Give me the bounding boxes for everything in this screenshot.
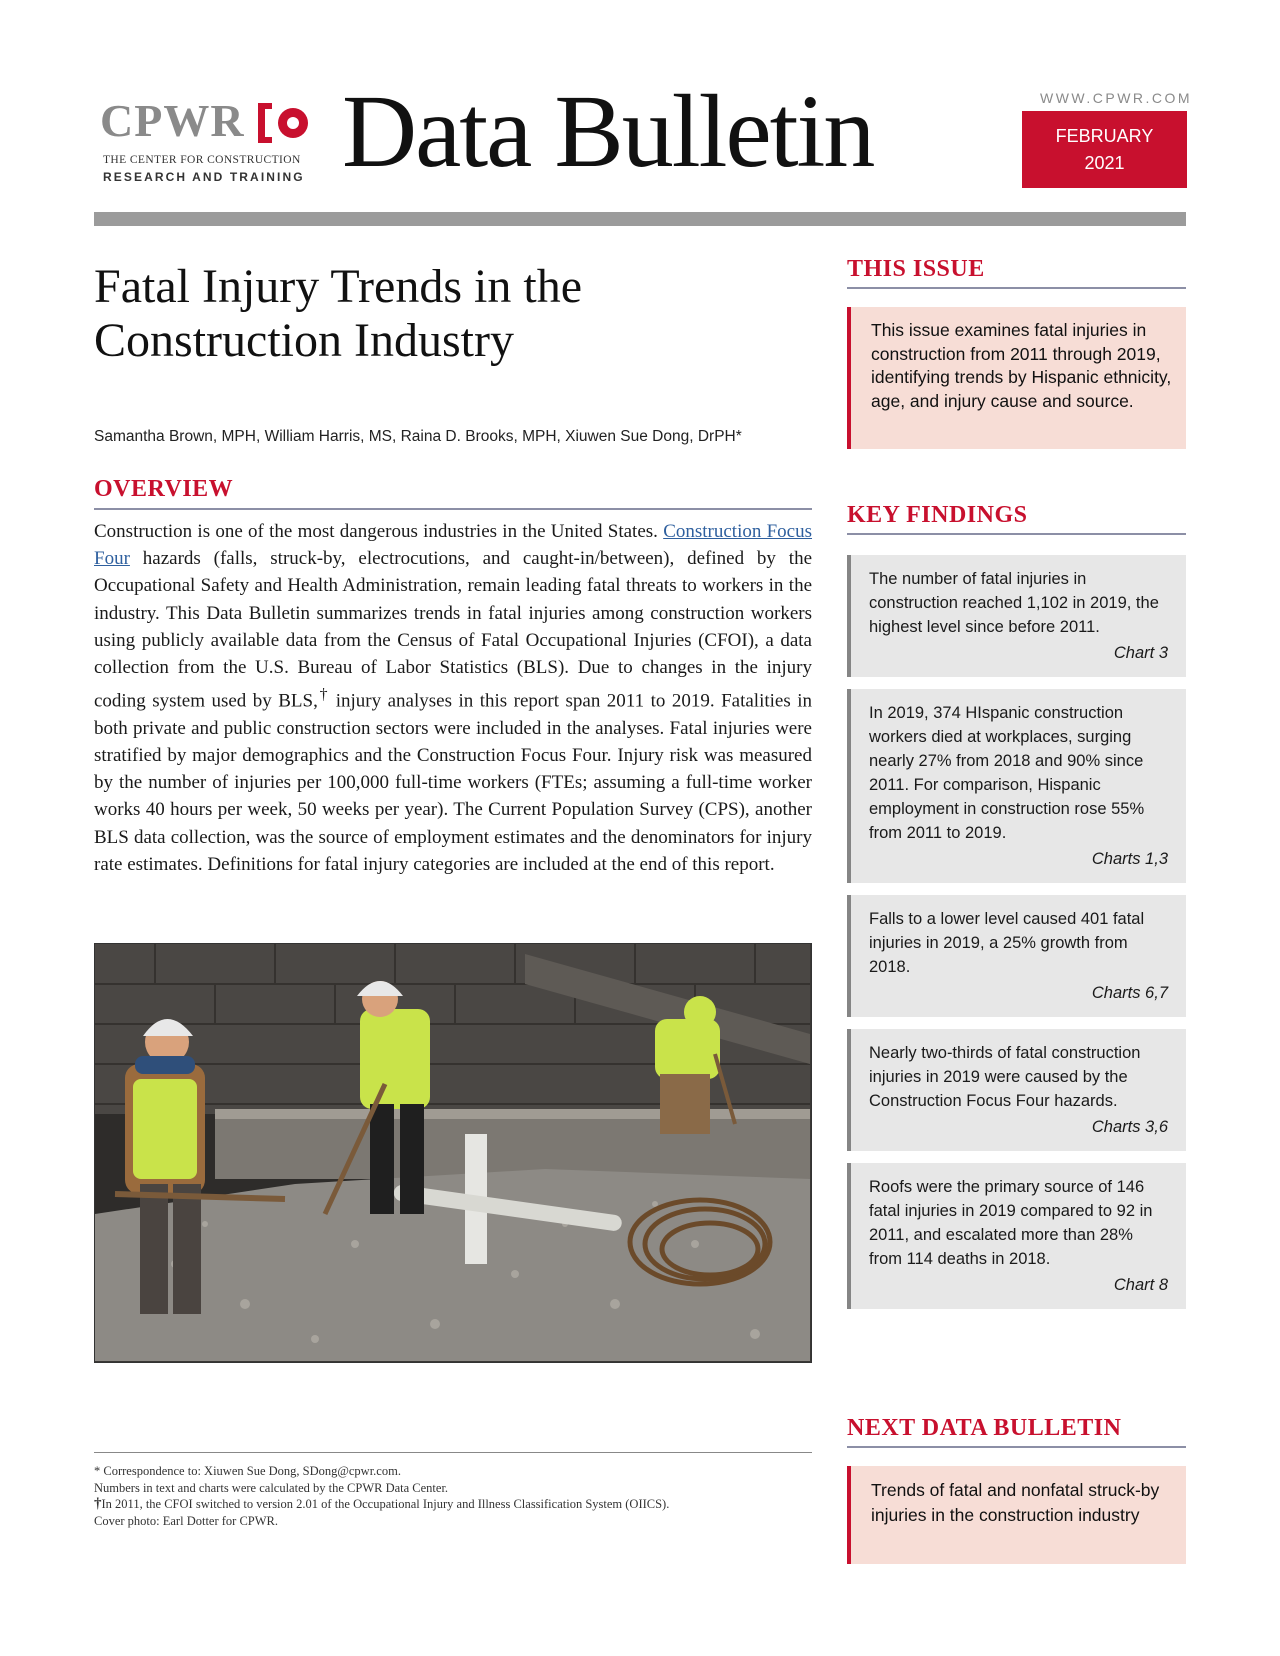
footnote-data-source: Numbers in text and charts were calculated by the CPWR Data Center. bbox=[94, 1480, 449, 1495]
key-findings-heading: KEY FINDINGS bbox=[847, 502, 1028, 528]
overview-heading: OVERVIEW bbox=[94, 476, 234, 502]
key-finding-chart-ref: Chart 3 bbox=[1113, 644, 1168, 662]
cpwr-logo-icon bbox=[256, 101, 310, 145]
cpwr-logo-text: CPWR bbox=[100, 95, 245, 146]
issue-date-badge bbox=[1022, 111, 1187, 188]
next-bulletin-divider bbox=[847, 1446, 1186, 1448]
construction-workers-photo bbox=[95, 944, 810, 1361]
footnote-oiics-text: In 2011, the CFOI switched to version 2.01 of the Occupational Injury and Illness Classification System (OIICS). bbox=[101, 1497, 670, 1511]
overview-text-3: injury analyses in this report span 2011 to 2019. Fatalities in both private and public construction sectors were included in the analyses. Fatal injuries were stratified by major demographics and the Construction Focus Four. Injury risk was measured by the number of injuries per 100,000 full-time workers (FTEs; assuming a full-time worker works 40 hours per week, 50 weeks per year). The Current Population Survey (CPS), another BLS data collection, was the source of employment estimates and the denominators for injury rate estimates. Definitions for fatal injury categories are included at the end of this report. bbox=[94, 690, 813, 875]
key-finding-chart-ref: Chart 8 bbox=[1113, 1276, 1168, 1294]
overview-divider bbox=[94, 508, 812, 510]
cover-photo bbox=[94, 943, 812, 1363]
key-finding-item bbox=[847, 1163, 1186, 1309]
article-title bbox=[94, 260, 794, 368]
article-title-line2: Construction Industry bbox=[94, 314, 514, 367]
this-issue-divider bbox=[847, 287, 1186, 289]
masthead-title: Data Bulletin bbox=[342, 74, 874, 189]
next-bulletin-summary: Trends of fatal and nonfatal struck-by injuries in the construction industry bbox=[847, 1466, 1186, 1564]
footnote-photo-credit: Cover photo: Earl Dotter for CPWR. bbox=[94, 1513, 278, 1528]
footnotes bbox=[94, 1463, 812, 1529]
overview-text-1: Construction is one of the most dangerous industries in the United States. bbox=[94, 521, 658, 542]
key-finding-chart-ref: Charts 3,6 bbox=[1091, 1118, 1168, 1136]
key-finding-text: Roofs were the primary source of 146 fatal injuries in 2019 compared to 92 in 2011, and escalated more than 28% from 114 deaths in 2018. bbox=[869, 1178, 1153, 1268]
issue-year: 2021 bbox=[1084, 152, 1125, 173]
this-issue-summary: This issue examines fatal injuries in construction from 2011 through 2019, identifying trends by Hispanic ethnicity, age, and injury cause and source. bbox=[847, 307, 1186, 449]
overview-paragraph bbox=[94, 518, 812, 878]
focus-four-link[interactable]: Construction Focus Four bbox=[94, 521, 813, 570]
logo-subtitle-line1: THE CENTER FOR CONSTRUCTION bbox=[103, 154, 301, 166]
logo-subtitle-line2: RESEARCH AND TRAINING bbox=[103, 170, 305, 184]
footnote-correspondence: * Correspondence to: Xiuwen Sue Dong, SDong@cpwr.com. bbox=[94, 1464, 401, 1478]
key-finding-text: In 2019, 374 HIspanic construction workers died at workplaces, surging nearly 27% from 2018 and 90% since 2011. For comparison, Hispanic employment in construction rose 55% from 2011 to 2019. bbox=[869, 704, 1145, 842]
dagger-symbol: † bbox=[94, 1496, 102, 1512]
key-finding-item bbox=[847, 689, 1186, 883]
key-finding-item bbox=[847, 895, 1186, 1017]
key-finding-text: The number of fatal injuries in construction reached 1,102 in 2019, the highest level since before 2011. bbox=[869, 570, 1159, 636]
website-url[interactable]: WWW.CPWR.COM bbox=[1040, 90, 1193, 106]
footnote-oiics bbox=[94, 1496, 812, 1513]
key-findings-list bbox=[847, 555, 1186, 1321]
key-finding-item bbox=[847, 1029, 1186, 1151]
key-finding-chart-ref: Charts 6,7 bbox=[1091, 984, 1168, 1002]
overview-text-2: hazards (falls, struck-by, electrocutions, and caught-in/between), defined by the Occupational Safety and Health Administration, remain leading fatal threats to workers in the industry. This Data Bulletin summarizes trends in fatal injuries among construction workers using publicly available data from the Census of Fatal Occupational Injuries (CFOI), a data collection from the U.S. Bureau of Labor Statistics (BLS). Due to changes in the injury coding system used by BLS, bbox=[94, 548, 812, 712]
dagger-footnote-marker: † bbox=[317, 686, 330, 704]
author-list: Samantha Brown, MPH, William Harris, MS, Raina D. Brooks, MPH, Xiuwen Sue Dong, DrPH* bbox=[94, 428, 742, 445]
article-title-line1: Fatal Injury Trends in the bbox=[94, 260, 582, 313]
footnote-divider bbox=[94, 1452, 812, 1453]
next-bulletin-heading: NEXT DATA BULLETIN bbox=[847, 1415, 1122, 1441]
this-issue-heading: THIS ISSUE bbox=[847, 256, 985, 282]
key-finding-text: Falls to a lower level caused 401 fatal injuries in 2019, a 25% growth from 2018. bbox=[869, 910, 1145, 976]
key-findings-divider bbox=[847, 533, 1186, 535]
header-divider bbox=[94, 212, 1186, 226]
issue-month: FEBRUARY bbox=[1055, 126, 1154, 147]
key-finding-item bbox=[847, 555, 1186, 677]
key-finding-chart-ref: Charts 1,3 bbox=[1091, 850, 1168, 868]
key-finding-text: Nearly two-thirds of fatal construction injuries in 2019 were caused by the Construction Focus Four hazards. bbox=[869, 1044, 1141, 1110]
